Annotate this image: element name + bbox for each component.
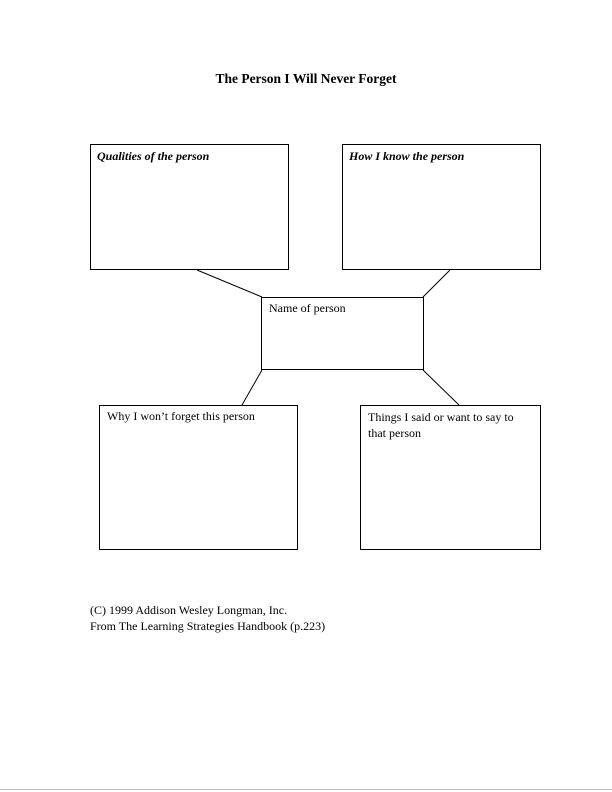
connector-qualities-to-name	[197, 270, 262, 297]
name-box	[261, 297, 424, 370]
qualities-box	[90, 144, 289, 270]
why-box	[99, 405, 298, 550]
how-know-label: How I know the person	[349, 149, 465, 163]
page-bottom-rule	[0, 789, 612, 790]
name-label: Name of person	[269, 301, 346, 315]
connector-how-know-to-name	[423, 270, 450, 297]
footer	[90, 602, 325, 634]
connector-name-to-why	[242, 370, 262, 405]
page-title: The Person I Will Never Forget	[215, 71, 397, 86]
things-box	[360, 405, 541, 550]
connector-name-to-things	[423, 370, 459, 405]
qualities-label: Qualities of the person	[97, 149, 210, 163]
copyright-line: (C) 1999 Addison Wesley Longman, Inc.	[90, 603, 288, 617]
things-label: Things I said or want to say to that person	[368, 410, 514, 440]
how-know-box	[342, 144, 541, 270]
source-line: From The Learning Strategies Handbook (p.223)	[90, 619, 326, 633]
why-label: Why I won’t forget this person	[107, 409, 255, 423]
